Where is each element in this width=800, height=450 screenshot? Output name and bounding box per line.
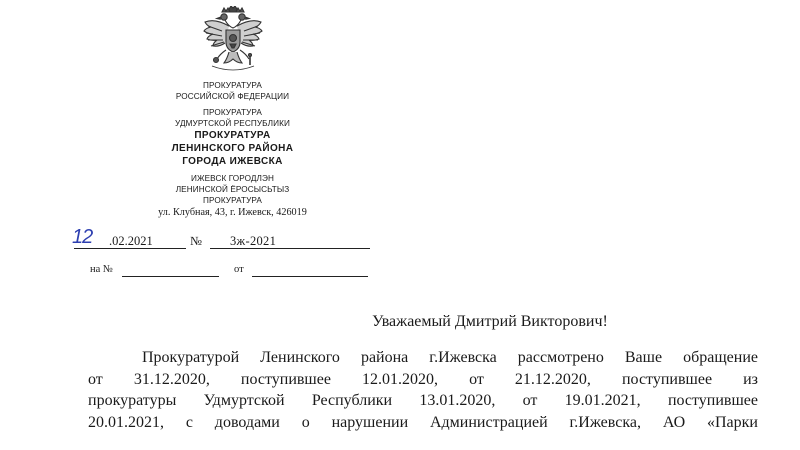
body-line: 20.01.2021, с доводами о нарушении Администрацией г.Ижевска, АО «Парки bbox=[88, 413, 758, 431]
org-line-4: УДМУРТСКОЙ РЕСПУБЛИКИ bbox=[175, 119, 290, 128]
registration-date-row bbox=[72, 226, 372, 252]
org-line-6: ЛЕНИНСКОГО РАЙОНА bbox=[171, 143, 294, 154]
org-line-9: ЛЕНИНСКОЙ ЁРОСЫСЬТЫЗ bbox=[175, 185, 290, 194]
letterhead bbox=[140, 0, 325, 206]
date-underline bbox=[74, 248, 186, 249]
letterhead-spacer bbox=[140, 72, 325, 80]
org-line-1: ПРОКУРАТУРА bbox=[202, 81, 262, 90]
reference-number-label: на № bbox=[90, 264, 113, 275]
body-line: прокуратуры Удмуртской Республики 13.01.2020, от 19.01.2021, поступившее bbox=[88, 392, 758, 409]
body-line: Прокуратурой Ленинского района г.Ижевска рассмотрено Ваше обращение bbox=[142, 349, 758, 366]
double-headed-eagle-icon bbox=[202, 6, 264, 72]
number-underline bbox=[210, 248, 370, 249]
office-address: ул. Клубная, 43, г. Ижевск, 426019 bbox=[158, 207, 307, 218]
letter-date: .02.2021 bbox=[109, 234, 153, 248]
number-sign: № bbox=[190, 234, 202, 248]
org-line-5: ПРОКУРАТУРА bbox=[194, 130, 271, 141]
reference-date-label: от bbox=[234, 264, 244, 275]
body-line: от 31.12.2020, поступившее 12.01.2020, от 21.12.2020, поступившее из bbox=[88, 370, 758, 388]
handwritten-day: 12 bbox=[72, 226, 93, 248]
reference-date-blank bbox=[252, 276, 368, 277]
reference-number-blank bbox=[122, 276, 219, 277]
reference-row bbox=[90, 264, 380, 284]
org-line-8: ИЖЕВСК ГОРОДЛЭН bbox=[190, 174, 275, 183]
letter-number: 3ж-2021 bbox=[230, 234, 277, 248]
org-line-10: ПРОКУРАТУРА bbox=[202, 196, 262, 205]
org-line-2: РОССИЙСКОЙ ФЕДЕРАЦИИ bbox=[175, 92, 290, 101]
letter-body bbox=[88, 347, 758, 433]
salutation: Уважаемый Дмитрий Викторович! bbox=[372, 313, 608, 330]
org-line-7: ГОРОДА ИЖЕВСКА bbox=[182, 156, 283, 167]
org-line-3: ПРОКУРАТУРА bbox=[202, 108, 262, 117]
